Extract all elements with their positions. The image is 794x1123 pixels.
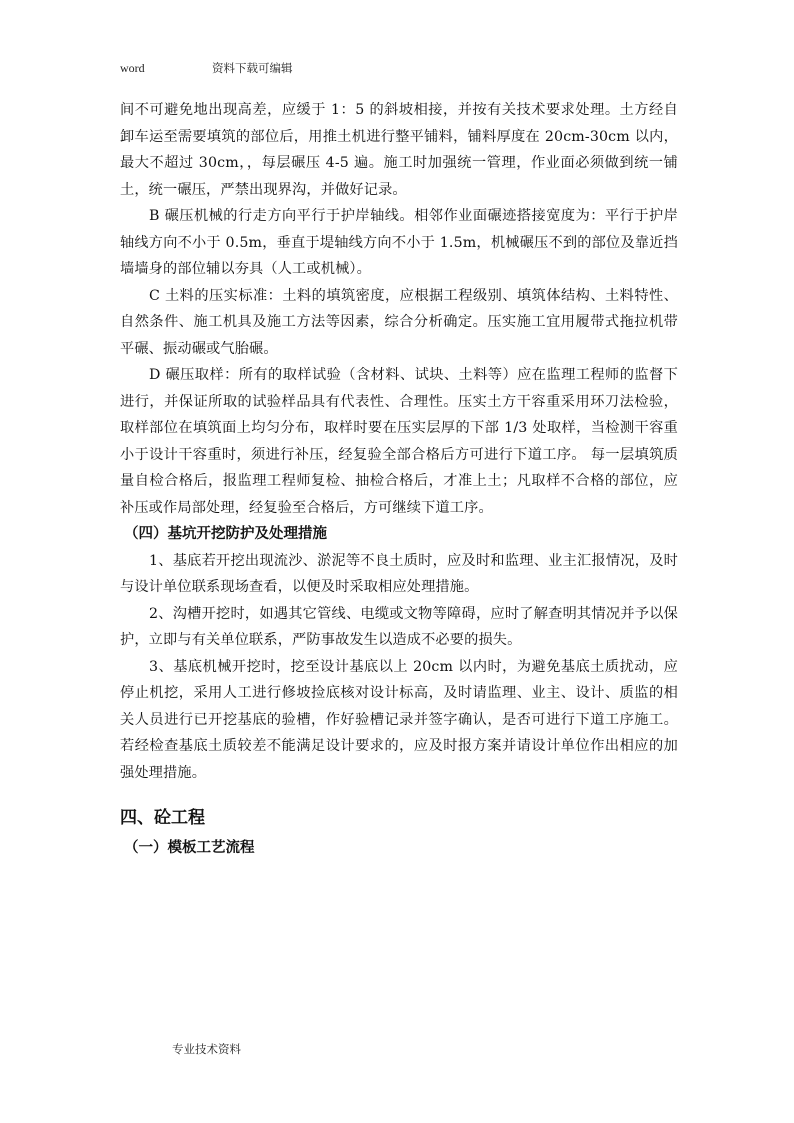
- page-header: [120, 60, 293, 76]
- section-heading-concrete: 四、砼工程: [120, 808, 205, 828]
- paragraph-continuation: 间不可避免地出现高差，应缓于 1：5 的斜坡相接，并按有关技术要求处理。土方经自卸车运至需要填筑的部位后，用推土机进行整平铺料，铺料厚度在 20cm-30cm 以内，最大不超过 30cm，，每层碾压 4-5 遍。施工时加强统一管理，作业面必须做到统一铺土，统一碾压，严禁出现界沟，并做好记录。: [120, 102, 678, 198]
- header-left-label: word: [120, 61, 145, 75]
- subheading-formwork: （一）模板工艺流程: [124, 840, 255, 856]
- paragraph-item-3: 3、基底机械开挖时，挖至设计基底以上 20cm 以内时，为避免基底土质扰动，应停止机挖，采用人工进行修坡捡底核对设计标高，及时请监理、业主、设计、质监的相关人员进行已开挖基底的验槽，作好验槽记录并签字确认，是否可进行下道工序施工。若经检查基底土质较差不能满足设计要求的，应及时报方案并请设计单位作出相应的加强处理措施。: [120, 658, 678, 781]
- paragraph-item-1: 1、基底若开挖出现流沙、淤泥等不良土质时，应及时和监理、业主汇报情况，及时与设计单位联系现场查看，以便及时采取相应处理措施。: [120, 552, 678, 595]
- paragraph-b-rolling-direction: B 碾压机械的行走方向平行于护岸轴线。相邻作业面碾迹搭接宽度为：平行于护岸轴线方向不小于 0.5m，垂直于堤轴线方向不小于 1.5m，机械碾压不到的部位及靠近挡墙墙身的部位辅以夯具（人工或机械）。: [120, 208, 678, 277]
- paragraph-c-compaction-standard: C 土料的压实标准：土料的填筑密度，应根据工程级别、填筑体结构、土料特性、自然条件、施工机具及施工方法等因素，综合分析确定。压实施工宜用履带式拖拉机带平碾、振动碾或气胎碾。: [120, 287, 678, 357]
- paragraph-d-sampling: D 碾压取样：所有的取样试验（含材料、试块、土料等）应在监理工程师的监督下进行，并保证所取的试验样品具有代表性、合理性。压实土方干容重采用环刀法检验，取样部位在填筑面上均匀分布，取样时要在压实层厚的下部 1/3 处取样，当检测干容重小于设计干容重时，须进行补压，经复验全部合格后方可进行下道工序。 每一层填筑质量自检合格后，报监理工程师复检、抽检合格后，才准上土；凡取样不合格的部位，应补压或作局部处理，经复验至合格后，方可继续下道工序。: [120, 367, 678, 516]
- header-right-label: 资料下载可编辑: [212, 61, 293, 75]
- document-body: [120, 97, 678, 862]
- paragraph-item-2: 2、沟槽开挖时，如遇其它管线、电缆或文物等障碍，应时了解查明其情况并予以保护，立即与有关单位联系，严防事故发生以造成不必要的损失。: [120, 605, 678, 648]
- subheading-foundation-pit: （四）基坑开挖防护及处理措施: [124, 526, 327, 542]
- page-footer: 专业技术资料: [172, 1042, 241, 1056]
